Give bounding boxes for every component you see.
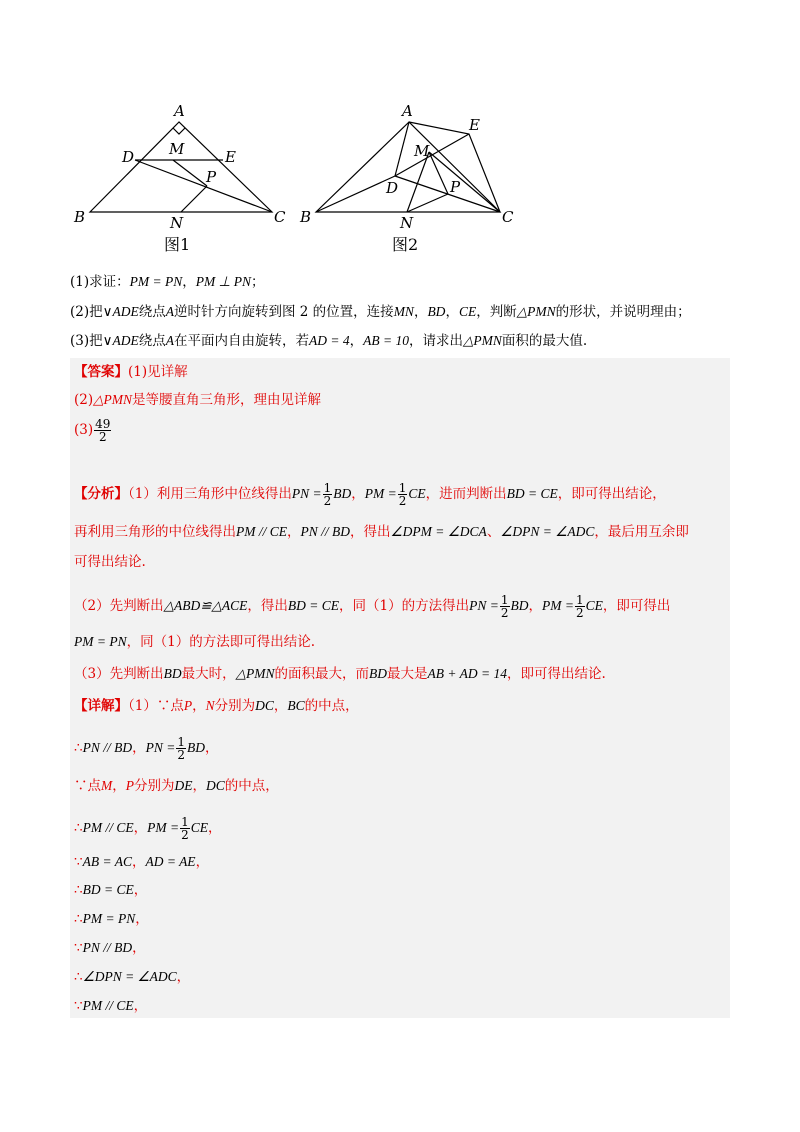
detail-line-2: ∴PN // BD，PN = $\frac{1}{2}$ BD， — [74, 735, 219, 762]
fig1-label-E: E — [225, 148, 236, 166]
figure-1 — [70, 100, 300, 230]
fig1-label-C: C — [274, 208, 286, 226]
detail-line-3: ∵点M，P分别为DE，DC的中点， — [74, 778, 279, 794]
detail-line-1: 【详解】（1）∵点P，N分别为DC，BC的中点， — [74, 698, 359, 714]
fig1-caption: 图1 — [164, 235, 191, 254]
fig2-label-D: D — [386, 179, 399, 197]
analysis-line-4: （2）先判断出△ABD≌△ACE，得出BD = CE，同（1）的方法得出PN = $\frac{1}{2}$ BD，PM = $\frac{1}{2}$ CE，即可得出 — [74, 593, 671, 620]
detail-line-4: ∴PM // CE，PM = $\frac{1}{2}$ CE， — [74, 815, 222, 842]
fig2-label-P: P — [450, 178, 461, 196]
fig1-label-P: P — [206, 168, 217, 186]
answer-line-2: (2)△PMN是等腰直角三角形，理由见详解 — [74, 392, 322, 408]
solution-panel — [70, 358, 730, 1018]
detail-line-7: ∴PM = PN， — [74, 911, 149, 927]
analysis-line-1: 【分析】（1）利用三角形中位线得出PN = $\frac{1}{2}$ BD，PM = $\frac{1}{2}$ CE，进而判断出BD = CE，即可得出结论， — [74, 481, 666, 508]
analysis-line-3: 可得出结论. — [74, 554, 146, 570]
fig2-label-A: A — [402, 102, 413, 120]
detail-line-5: ∵AB = AC，AD = AE， — [74, 854, 210, 870]
fig1-label-M: M — [169, 140, 185, 158]
answer-line-1: 【答案】(1)见详解 — [74, 364, 188, 380]
fig2-label-B: B — [300, 208, 312, 226]
question-3: (3)把∨ADE绕点A在平面内自由旋转，若AD = 4，AB = 10，请求出△PMN面积的最大值. — [70, 333, 588, 349]
question-1: (1)求证：PM = PN，PM ⊥ PN； — [70, 274, 265, 290]
detail-line-9: ∴∠DPN = ∠ADC， — [74, 969, 191, 985]
detail-line-10: ∵PM // CE， — [74, 998, 148, 1014]
answer-line-3: (3) $\frac{49}{2}$ — [74, 417, 111, 444]
fig2-label-N: N — [400, 214, 414, 230]
fig2-label-M: M — [414, 142, 430, 160]
detail-line-8: ∵PN // BD， — [74, 940, 146, 956]
fig1-label-D: D — [122, 148, 135, 166]
analysis-line-2: 再利用三角形的中位线得出PM // CE，PN // BD，得出∠DPM = ∠DCA、∠DPN = ∠ADC，最后用互余即 — [74, 524, 689, 540]
analysis-line-5: PM = PN，同（1）的方法即可得出结论. — [74, 634, 315, 650]
fig1-label-N: N — [170, 214, 184, 230]
figure-2 — [298, 100, 528, 230]
fig1-label-B: B — [74, 208, 86, 226]
fig2-label-E: E — [469, 116, 480, 134]
analysis-line-6: （3）先判断出BD最大时，△PMN的面积最大，而BD最大是AB + AD = 14，即可得出结论. — [74, 666, 606, 682]
fig2-label-C: C — [502, 208, 514, 226]
answer-fraction: $\frac{49}{2}$ — [95, 417, 111, 444]
fig1-label-A: A — [174, 102, 185, 120]
fig2-caption: 图2 — [392, 235, 419, 254]
question-2: (2)把∨ADE绕点A逆时针方向旋转到图 2 的位置，连接MN，BD，CE，判断△PMN的形状，并说明理由； — [70, 304, 691, 320]
detail-line-6: ∴BD = CE， — [74, 882, 148, 898]
